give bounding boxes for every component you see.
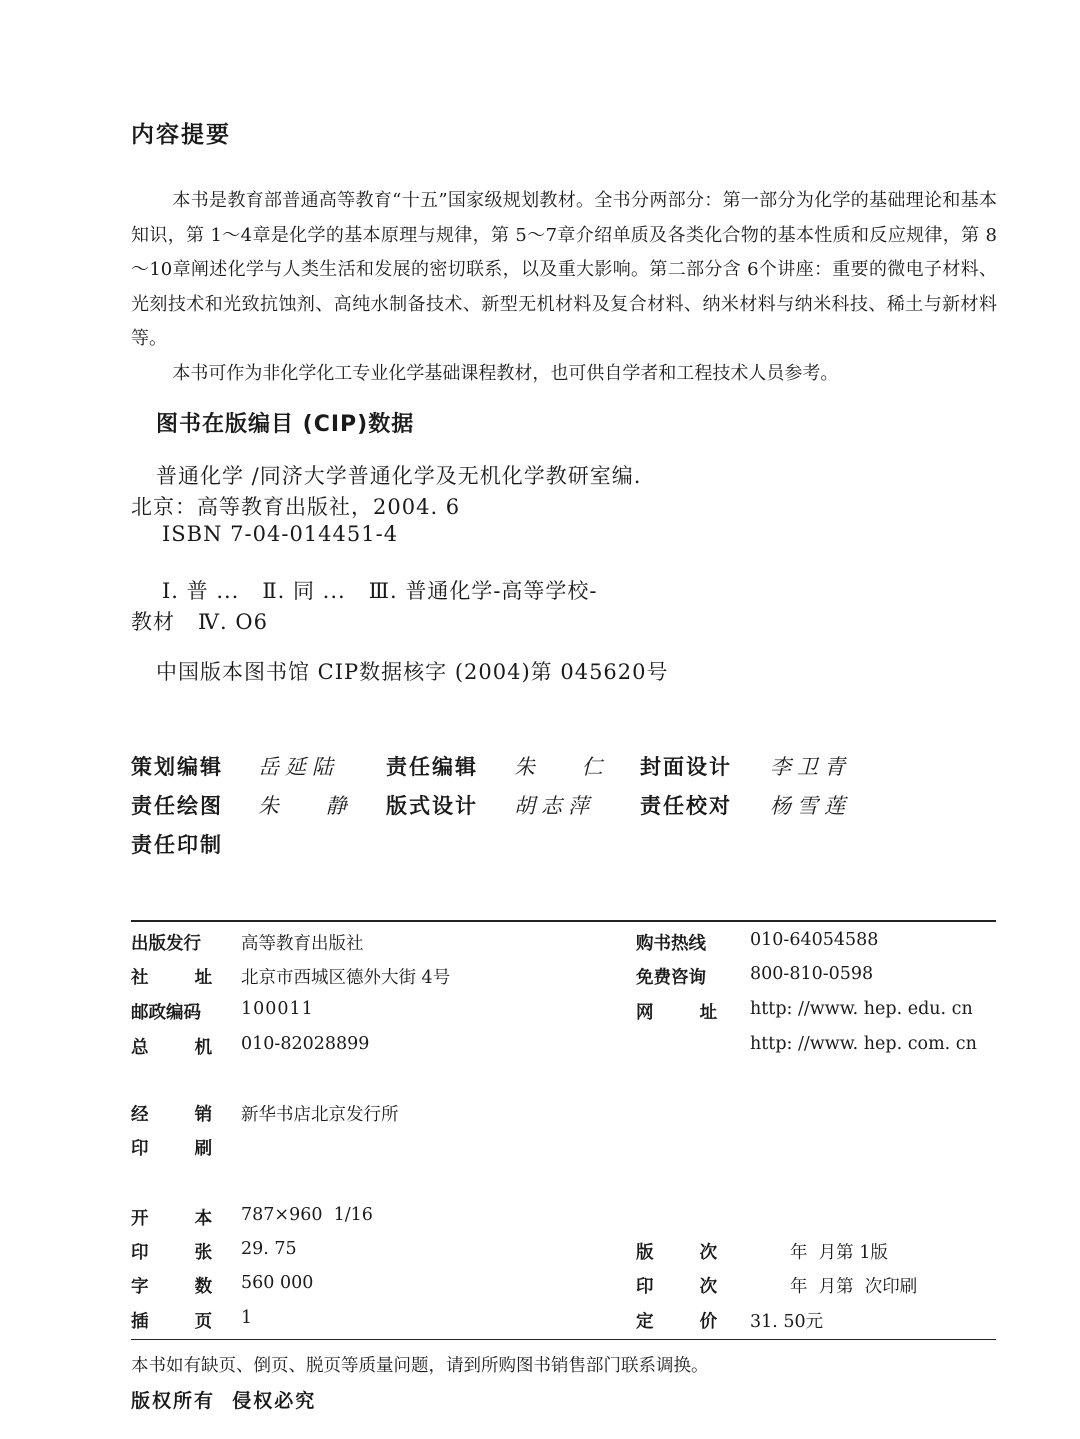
switchboard-label: 总 机 xyxy=(131,1038,213,1058)
proofreading-label: 责任校对 xyxy=(640,794,732,818)
cip-line-publisher: 北京：高等教育出版社，2004. 6 xyxy=(131,495,461,519)
sheets-label: 印 张 xyxy=(131,1243,213,1263)
impression-value: 年 月第 次印刷 xyxy=(790,1277,918,1297)
distributor-label: 经 销 xyxy=(131,1105,213,1125)
cip-classification-cont: 教材 Ⅳ. O6 xyxy=(131,610,268,634)
responsible-editor-label: 责任编辑 xyxy=(386,755,478,779)
postcode-label: 邮政编码 xyxy=(131,1003,201,1023)
proofreading-name: 杨雪莲 xyxy=(770,794,851,818)
cover-design-label: 封面设计 xyxy=(640,755,732,779)
summary-body xyxy=(131,184,997,391)
format-label: 开 本 xyxy=(131,1209,213,1229)
summary-paragraph: 本书可作为非化学化工专业化学基础课程教材，也可供自学者和工程技术人员参考。 xyxy=(172,362,839,384)
cip-isbn: ISBN 7-04-014451-4 xyxy=(162,522,399,546)
format-value: 787×960 1/16 xyxy=(241,1205,373,1225)
illustration-name: 朱 静 xyxy=(258,794,367,818)
sheets-value: 29. 75 xyxy=(241,1239,297,1259)
quality-notice: 本书如有缺页、倒页、脱页等质量问题，请到所购图书销售部门联系调换。 xyxy=(131,1356,709,1376)
website-url-edu[interactable]: http: //www. hep. edu. cn xyxy=(750,999,973,1019)
website-label: 网 址 xyxy=(636,1003,718,1023)
cip-classification: Ⅰ. 普 ... Ⅱ. 同 ... Ⅲ. 普通化学-高等学校- xyxy=(162,579,598,603)
consult-value: 800-810-0598 xyxy=(750,964,874,984)
responsible-editor-name: 朱 仁 xyxy=(514,755,623,779)
impression-label: 印 次 xyxy=(636,1277,718,1297)
layout-design-label: 版式设计 xyxy=(386,794,478,818)
plates-label: 插 页 xyxy=(131,1312,213,1332)
divider-bottom xyxy=(131,1339,996,1340)
distributor-value: 新华书店北京发行所 xyxy=(241,1105,399,1125)
planning-editor-label: 策划编辑 xyxy=(131,755,223,779)
consult-label: 免费咨询 xyxy=(636,968,706,988)
hotline-value: 010-64054588 xyxy=(750,930,879,950)
cip-title: 图书在版编目 (CIP)数据 xyxy=(156,412,415,437)
cip-record-number: 中国版本图书馆 CIP数据核字 (2004)第 045620号 xyxy=(156,660,669,684)
words-label: 字 数 xyxy=(131,1277,213,1297)
website-url-com[interactable]: http: //www. hep. com. cn xyxy=(750,1034,977,1054)
summary-paragraph: 本书是教育部普通高等教育“十五”国家级规划教材。全书分两部分：第一部分为化学的基础理论和基本知识，第 1～4章是化学的基本原理与规律，第 5～7章介绍单质及各类化合物的基本性质和反应规律，第 8～10章阐述化学与人类生活和发展的密切联系，以及重大影响。第二部分含 6个讲座：重要的微电子材料、光刻技术和光致抗蚀剂、高纯水制备技术、新型无机材料及复合材料、纳米材料与纳米科技、稀土与新材料等。 xyxy=(131,190,997,349)
cover-design-name: 李卫青 xyxy=(770,755,851,779)
words-value: 560 000 xyxy=(241,1273,314,1293)
planning-editor-name: 岳延陆 xyxy=(258,755,339,779)
hotline-label: 购书热线 xyxy=(636,934,706,954)
cip-line-title: 普通化学 /同济大学普通化学及无机化学教研室编. xyxy=(156,464,642,488)
price-label: 定 价 xyxy=(636,1312,718,1332)
switchboard-value: 010-82028899 xyxy=(241,1034,370,1054)
issue-label: 出版发行 xyxy=(131,934,201,954)
edition-label: 版 次 xyxy=(636,1243,718,1263)
postcode-value: 100011 xyxy=(241,999,314,1019)
price-value: 31. 50元 xyxy=(750,1312,824,1332)
illustration-label: 责任绘图 xyxy=(131,794,223,818)
divider-top xyxy=(131,920,996,922)
plates-value: 1 xyxy=(241,1308,253,1328)
printing-supervisor-label: 责任印制 xyxy=(131,833,223,857)
edition-value: 年 月第 1版 xyxy=(790,1243,888,1263)
summary-title: 内容提要 xyxy=(131,122,231,148)
layout-design-name: 胡志萍 xyxy=(514,794,595,818)
copyright-notice: 版权所有 侵权必究 xyxy=(131,1390,317,1412)
printer-label: 印 刷 xyxy=(131,1139,213,1159)
address-value: 北京市西城区德外大街 4号 xyxy=(241,968,451,988)
issue-value: 高等教育出版社 xyxy=(241,934,364,954)
address-label: 社 址 xyxy=(131,968,213,988)
